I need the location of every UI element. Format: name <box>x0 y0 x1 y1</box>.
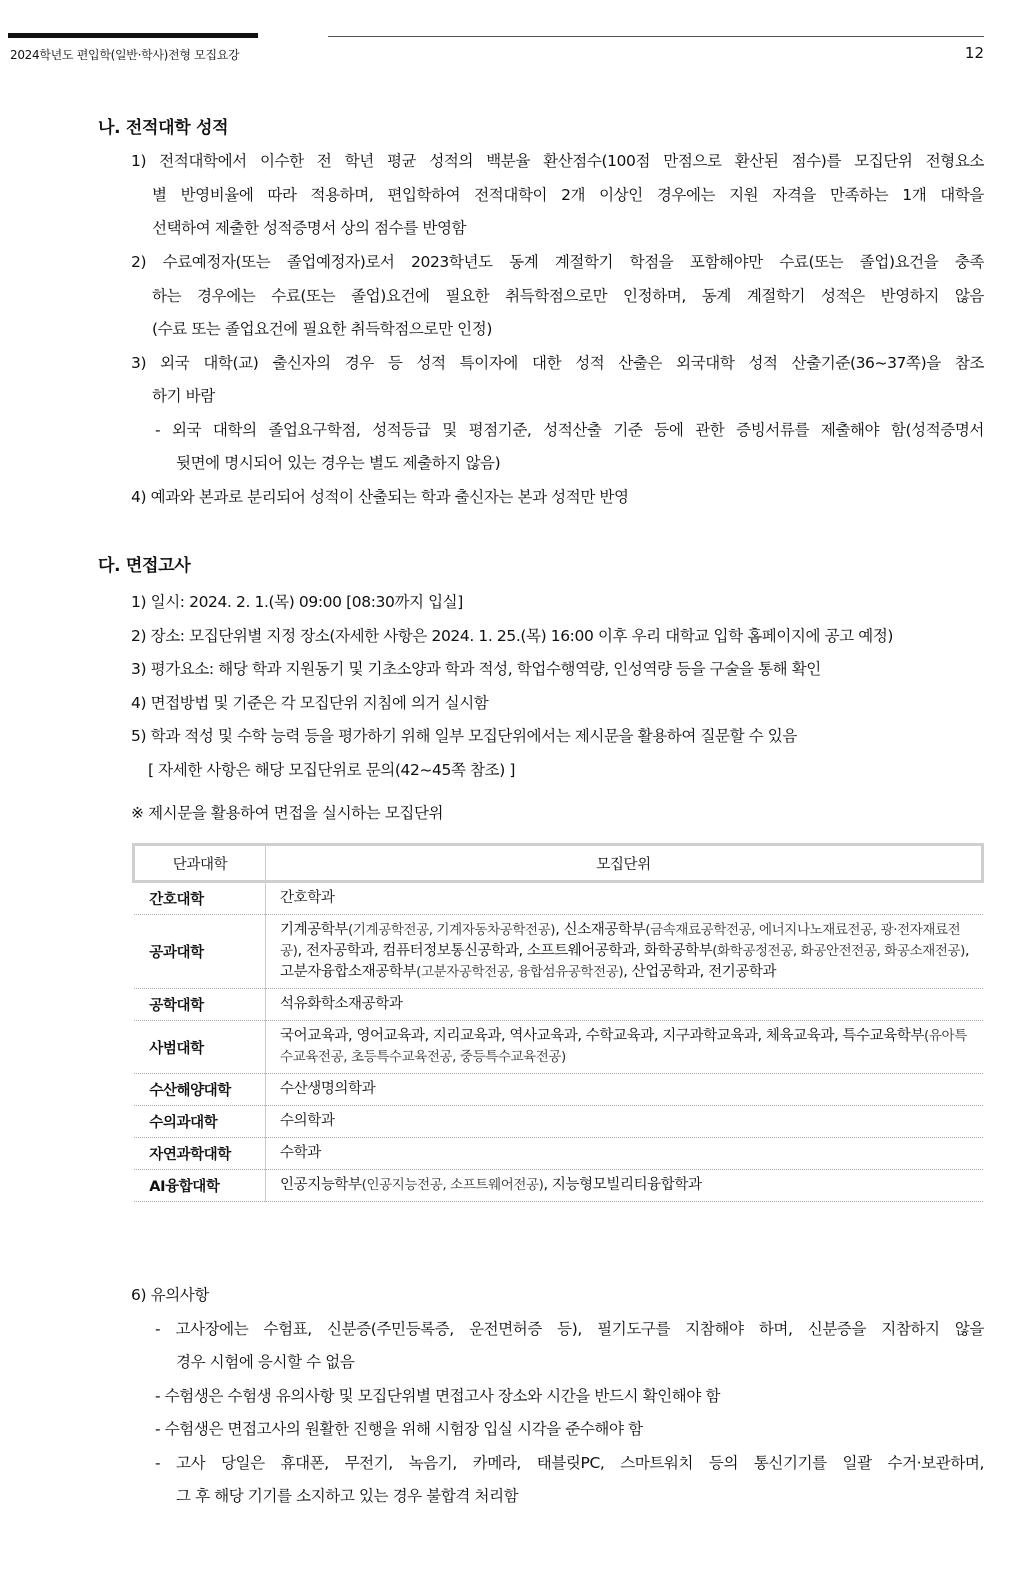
major-list: (기계공학전공, 기계자동차공학전공) <box>348 922 556 939</box>
major-list: (금속재료공학전공, 에너지나노재료전공, 광·전자재료전공) <box>280 922 961 960</box>
paragraph-line: 1) 일시: 2024. 2. 1.(목) 09:00 [08:30까지 입실] <box>131 593 463 611</box>
table-row <box>134 1106 983 1138</box>
college-label: 공학대학 <box>149 998 204 1015</box>
department-name: 수학과 <box>280 1145 321 1162</box>
college-label: 자연과학대학 <box>149 1147 231 1164</box>
table-row <box>134 989 983 1021</box>
header-accent-bar <box>8 33 258 38</box>
section-title-grades: 나. 전적대학 성적 <box>98 118 229 138</box>
interview-units-table <box>132 843 984 1202</box>
recruitment-units <box>266 915 983 989</box>
note-line: 그 후 해당 기기를 소지하고 있는 경우 불합격 처리함 <box>176 1487 519 1505</box>
college-label: AI융합대학 <box>149 1179 220 1196</box>
paragraph-line: - 외국 대학의 졸업요구학점, 성적등급 및 평점기준, 성적산출 기준 등에 관한 증빙서류를 제출해야 함(성적증명서 <box>155 421 984 439</box>
college-name <box>134 915 266 989</box>
note-line: - 고사 당일은 휴대폰, 무전기, 녹음기, 카메라, 태블릿PC, 스마트워치 등의 통신기기를 일괄 수거·보관하며, <box>155 1454 984 1472</box>
college-label: 수산해양대학 <box>149 1083 231 1100</box>
paragraph-line: 2) 장소: 모집단위별 지정 장소(자세한 사항은 2024. 1. 25.(목) 16:00 이후 우리 대학교 입학 홈페이지에 공고 예정) <box>131 627 894 645</box>
table-row <box>134 1170 983 1202</box>
table-row <box>134 882 983 915</box>
department-name: 기계공학부 <box>280 922 349 939</box>
college-label: 공과대학 <box>149 945 204 962</box>
recruitment-units <box>266 1021 983 1074</box>
college-name <box>134 1106 266 1138</box>
table-header-row <box>134 845 983 882</box>
major-list: (화학공정전공, 화공안전전공, 화공소재전공) <box>712 943 966 960</box>
paragraph-line: 선택하여 제출한 성적증명서 상의 점수를 반영함 <box>152 219 467 237</box>
recruitment-units <box>266 1106 983 1138</box>
department-name: 석유화학소재공학과 <box>280 996 403 1013</box>
document-title: 2024학년도 편입학(일반·학사)전형 모집요강 <box>10 48 240 62</box>
major-list: (고분자공학전공, 융합섬유공학전공) <box>416 964 624 981</box>
paragraph-line: [ 자세한 사항은 해당 모집단위로 문의(42~45쪽 참조) ] <box>148 761 516 779</box>
recruitment-units <box>266 882 983 915</box>
recruitment-units <box>266 1138 983 1170</box>
major-list: (인공지능전공, 소프트웨어전공) <box>361 1177 544 1194</box>
college-label: 사범대학 <box>149 1040 204 1057</box>
department-name: , 고분자융합소재공학부 <box>280 943 970 981</box>
recruitment-units <box>266 1170 983 1202</box>
paragraph-line: 하기 바람 <box>152 387 215 405</box>
table-row <box>134 915 983 989</box>
college-name <box>134 1021 266 1074</box>
paragraph-line: 뒷면에 명시되어 있는 경우는 별도 제출하지 않음) <box>176 454 501 472</box>
college-name <box>134 989 266 1021</box>
table-row <box>134 1138 983 1170</box>
notes-title: 6) 유의사항 <box>131 1286 209 1304</box>
header-rule <box>328 36 984 37</box>
department-name: 인공지능학부 <box>280 1177 362 1194</box>
department-name: 수의학과 <box>280 1113 335 1130</box>
college-label: 수의과대학 <box>149 1115 218 1132</box>
college-label: 간호대학 <box>149 892 204 908</box>
department-name: , 전자공학과, 컴퓨터정보통신공학과, 소프트웨어공학과, 화학공학부 <box>297 943 713 960</box>
table-row <box>134 1021 983 1074</box>
department-name: , 산업공학과, 전기공학과 <box>623 964 777 981</box>
paragraph-line: 2) 수료예정자(또는 졸업예정자)로서 2023학년도 동계 계절학기 학점을 포함해야만 수료(또는 졸업)요건을 충족 <box>131 253 984 271</box>
paragraph-line: 3) 평가요소: 해당 학과 지원동기 및 기초소양과 학과 적성, 학업수행역량, 인성역량 등을 구술을 통해 확인 <box>131 660 821 678</box>
note-line: 경우 시험에 응시할 수 없음 <box>176 1353 355 1371</box>
department-name: 간호학과 <box>280 890 335 906</box>
table-note: ※ 제시문을 활용하여 면접을 실시하는 모집단위 <box>131 804 444 822</box>
table-row <box>134 1074 983 1106</box>
department-name: , 신소재공학부 <box>555 922 646 939</box>
college-name <box>134 1170 266 1202</box>
note-line: - 수험생은 면접고사의 원활한 진행을 위해 시험장 입실 시각을 준수해야 함 <box>155 1420 643 1438</box>
header-college: 단과대학 <box>134 845 266 882</box>
note-line: - 수험생은 수험생 유의사항 및 모집단위별 면접고사 장소와 시간을 반드시 확인해야 함 <box>155 1387 721 1405</box>
note-line: - 고사장에는 수험표, 신분증(주민등록증, 운전면허증 등), 필기도구를 지참해야 하며, 신분증을 지참하지 않을 <box>155 1320 984 1338</box>
college-name <box>134 882 266 915</box>
section-title-interview: 다. 면접고사 <box>98 556 191 576</box>
paragraph-line: 4) 면접방법 및 기준은 각 모집단위 지침에 의거 실시함 <box>131 694 489 712</box>
recruitment-units <box>266 1074 983 1106</box>
paragraph-line: 3) 외국 대학(교) 출신자의 경우 등 성적 특이자에 대한 성적 산출은 외국대학 성적 산출기준(36~37쪽)을 참조 <box>131 354 984 372</box>
paragraph-line: 별 반영비율에 따라 적용하며, 편입학하여 전적대학이 2개 이상인 경우에는 지원 자격을 만족하는 1개 대학을 <box>152 186 984 204</box>
department-name: , 지능형모빌리티융합학과 <box>543 1177 702 1194</box>
department-name: 국어교육과, 영어교육과, 지리교육과, 역사교육과, 수학교육과, 지구과학교육과, 체육교육과, 특수교육학부 <box>280 1028 925 1045</box>
paragraph-line: 4) 예과와 본과로 분리되어 성적이 산출되는 학과 출신자는 본과 성적만 반영 <box>131 488 629 506</box>
header-units: 모집단위 <box>266 845 983 882</box>
department-name: 수산생명의학과 <box>280 1081 376 1098</box>
college-name <box>134 1074 266 1106</box>
recruitment-units <box>266 989 983 1021</box>
page-number: 12 <box>964 44 984 62</box>
college-name <box>134 1138 266 1170</box>
paragraph-line: (수료 또는 졸업요건에 필요한 취득학점으로만 인정) <box>152 320 492 338</box>
paragraph-line: 1) 전적대학에서 이수한 전 학년 평균 성적의 백분율 환산점수(100점 만점으로 환산된 점수)를 모집단위 전형요소 <box>131 152 984 170</box>
paragraph-line: 5) 학과 적성 및 수학 능력 등을 평가하기 위해 일부 모집단위에서는 제시문을 활용하여 질문할 수 있음 <box>131 727 797 745</box>
major-list: (유아특수교육전공, 초등특수교육전공, 중등특수교육전공) <box>280 1028 967 1066</box>
paragraph-line: 하는 경우에는 수료(또는 졸업)요건에 필요한 취득학점으로만 인정하며, 동계 계절학기 성적은 반영하지 않음 <box>152 287 984 305</box>
